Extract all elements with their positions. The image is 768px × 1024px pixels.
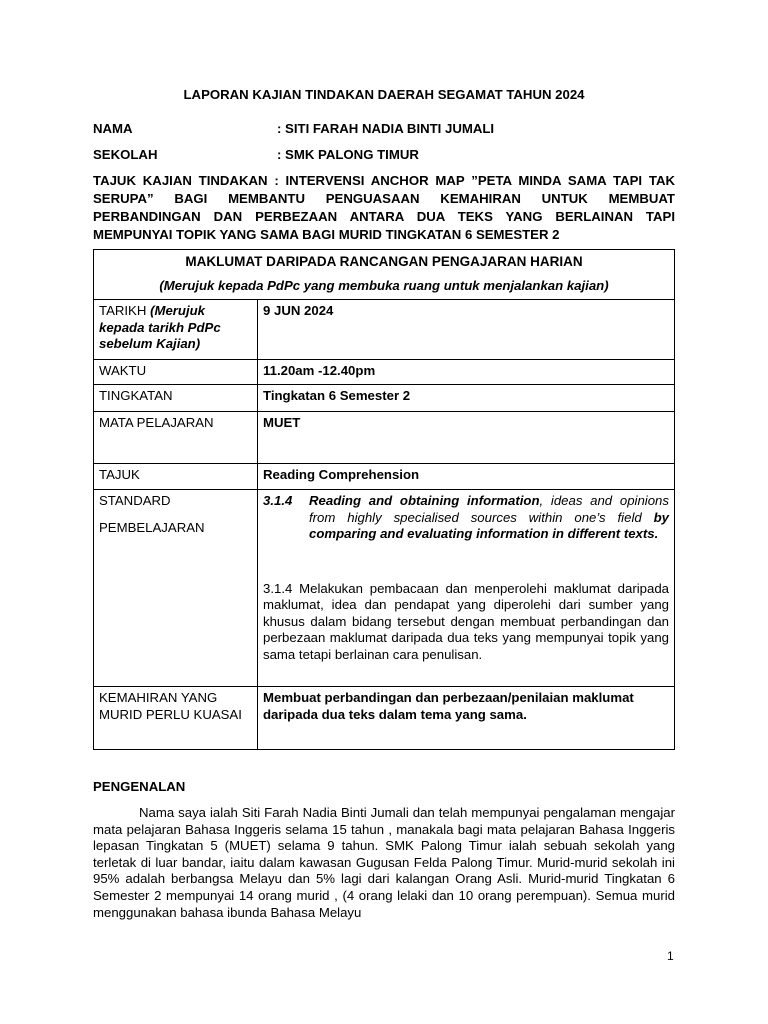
tajuk-value: Reading Comprehension	[258, 464, 675, 490]
info-value: : SITI FARAH NADIA BINTI JUMALI	[277, 121, 495, 136]
table-row-tingkatan	[94, 385, 675, 412]
info-value: : SMK PALONG TIMUR	[277, 147, 419, 162]
info-label: SEKOLAH	[93, 147, 158, 162]
mata-pelajaran-label: MATA PELAJARAN	[94, 412, 258, 464]
tingkatan-value: Tingkatan 6 Semester 2	[258, 385, 675, 412]
tingkatan-label: TINGKATAN	[94, 385, 258, 412]
standard-en-italic: , ideas and opinions from highly specialised sources within one’s field	[309, 493, 669, 525]
standard-value-cell	[258, 490, 675, 687]
table-row-kemahiran	[94, 687, 675, 750]
standard-label-cell	[94, 490, 258, 687]
table-row-mata-pelajaran	[94, 412, 675, 464]
pembelajaran-label: PEMBELAJARAN	[99, 519, 205, 535]
standard-label: STANDARD	[99, 493, 171, 508]
intro-paragraph: Nama saya ialah Siti Farah Nadia Binti Jumali dan telah mempunyai pengalaman mengajar mata pelajaran Bahasa Inggeris selama 15 tahun , manakala bagi mata pelajaran Bahasa Inggeris lepasan Tingkatan 5 (MUET) selama 9 tahun. SMK Palong Timur ialah sebuah sekolah yang terletak di luar bandar, iaitu dalam kawasan Gugusan Felda Palong Timur. Murid-murid sekolah ini 95% adalah berbangsa Melayu dan 5% lagi dari kalangan Orang Asli. Murid-murid Tingkatan 6 Semester 2 mempunyai 14 orang murid , (4 orang lelaki dan 10 orang perempuan). Semua murid menggunakan bahasa ibunda Bahasa Melayu	[93, 805, 675, 920]
table-row-standard	[94, 490, 675, 687]
tajuk-label: TAJUK	[94, 464, 258, 490]
waktu-value: 11.20am -12.40pm	[258, 360, 675, 385]
table-heading-row	[94, 250, 675, 300]
tarikh-value: 9 JUN 2024	[258, 300, 675, 360]
standard-en-bold-1: Reading and obtaining information	[309, 493, 540, 508]
kemahiran-label: KEMAHIRAN YANG MURID PERLU KUASAI	[94, 687, 258, 750]
table-row-tarikh	[94, 300, 675, 360]
tarikh-note: (Merujuk kepada tarikh PdPc sebelum Kajian)	[99, 303, 221, 351]
lesson-plan-table	[93, 249, 675, 750]
table-heading: MAKLUMAT DARIPADA RANCANGAN PENGAJARAN HARIAN	[185, 254, 583, 269]
table-row-waktu	[94, 360, 675, 385]
report-title: LAPORAN KAJIAN TINDAKAN DAERAH SEGAMAT TAHUN 2024	[183, 87, 585, 102]
table-subheading: (Merujuk kepada PdPc yang membuka ruang untuk menjalankan kajian)	[159, 277, 609, 293]
row-label	[94, 300, 258, 360]
tarikh-label: TARIKH	[99, 303, 147, 318]
table-heading-cell	[94, 250, 675, 300]
table-row-tajuk	[94, 464, 675, 490]
page-number: 1	[667, 949, 674, 963]
standard-malay: 3.1.4 Melakukan pembacaan dan menperolehi maklumat daripada maklumat, idea dan pendapat yang diperolehi dari sumber yang khusus dalam bidang tersebut dengan membuat perbandingan dan perbezaan maklumat daripada dua teks yang mempunyai topik yang sama tetapi berlainan cara penulisan.	[263, 580, 669, 662]
mata-pelajaran-value: MUET	[258, 412, 675, 464]
info-label: NAMA	[93, 121, 133, 136]
standard-english	[263, 493, 669, 543]
kemahiran-value: Membuat perbandingan dan perbezaan/penilaian maklumat daripada dua teks dalam tema yang sama.	[258, 687, 675, 750]
standard-en-bold-2: by comparing and evaluating information in different texts.	[309, 509, 669, 541]
section-title-pengenalan: PENGENALAN	[93, 779, 186, 794]
standard-number: 3.1.4	[263, 493, 293, 508]
research-title: TAJUK KAJIAN TINDAKAN : INTERVENSI ANCHOR MAP ”PETA MINDA SAMA TAPI TAK SERUPA” BAGI MEMBANTU PENGUASAAN KEMAHIRAN UNTUK MEMBUAT PERBANDINGAN DAN PERBEZAAN ANTARA DUA TEKS YANG BERLAINAN TAPI MEMPUNYAI TOPIK YANG SAMA BAGI MURID TINGKATAN 6 SEMESTER 2	[93, 173, 675, 242]
waktu-label: WAKTU	[94, 360, 258, 385]
